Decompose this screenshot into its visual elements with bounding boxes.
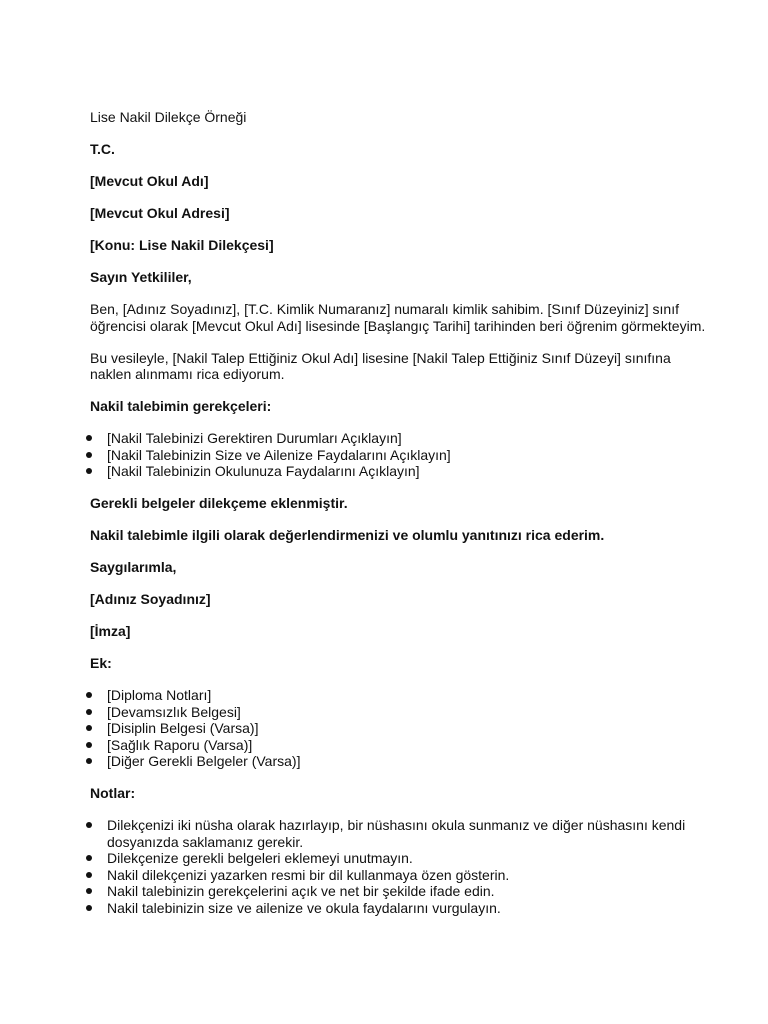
reasons-heading: Nakil talebimin gerekçeleri: [90, 398, 272, 414]
request-paragraph: Bu vesileyle, [Nakil Talep Ettiğiniz Okul Adı] lisesine [Nakil Talep Ettiğiniz Sınıf Düzeyi] sınıfına naklen alınmamı rica ediyorum. [90, 349, 671, 382]
note-item: Dilekçenize gerekli belgeleri eklemeyi unutmayın. [90, 850, 710, 867]
signature-placeholder: [İmza] [90, 623, 131, 639]
attachment-item: [Sağlık Raporu (Varsa)] [90, 737, 710, 754]
document-title: Lise Nakil Dilekçe Örneği [90, 109, 247, 125]
intro-paragraph: Ben, [Adınız Soyadınız], [T.C. Kimlik Numaranız] numaralı kimlik sahibim. [Sınıf Düzeyiniz] sınıf öğrencisi olarak [Mevcut Okul Adı] lisesinde [Başlangıç Tarihi] tarihinden beri öğrenim görmekteyim. [90, 301, 706, 334]
attachment-item: [Disiplin Belgesi (Varsa)] [90, 720, 710, 737]
notes-list [90, 817, 710, 916]
regards: Saygılarımla, [90, 559, 177, 575]
subject-line: [Konu: Lise Nakil Dilekçesi] [90, 237, 274, 253]
reason-item: [Nakil Talebinizin Okulunuza Faydalarını Açıklayın] [90, 463, 710, 480]
school-name: [Mevcut Okul Adı] [90, 173, 209, 189]
header-tc: T.C. [90, 141, 115, 157]
document-page [90, 109, 710, 932]
documents-attached-statement: Gerekli belgeler dilekçeme eklenmiştir. [90, 495, 348, 511]
attachment-item: [Diploma Notları] [90, 687, 710, 704]
name-placeholder: [Adınız Soyadınız] [90, 591, 211, 607]
note-item: Nakil talebinizin size ve ailenize ve okula faydalarını vurgulayın. [90, 900, 710, 917]
attachments-heading: Ek: [90, 655, 112, 671]
note-item: Nakil talebinizin gerekçelerini açık ve net bir şekilde ifade edin. [90, 883, 710, 900]
request-closing: Nakil talebimle ilgili olarak değerlendirmenizi ve olumlu yanıtınızı rica ederim. [90, 527, 605, 543]
note-item: Nakil dilekçenizi yazarken resmi bir dil kullanmaya özen gösterin. [90, 867, 710, 884]
salutation: Sayın Yetkililer, [90, 269, 192, 285]
reason-item: [Nakil Talebinizin Size ve Ailenize Faydalarını Açıklayın] [90, 447, 710, 464]
school-address: [Mevcut Okul Adresi] [90, 205, 230, 221]
notes-heading: Notlar: [90, 785, 136, 801]
attachments-list [90, 687, 710, 770]
reasons-list [90, 430, 710, 480]
reason-item: [Nakil Talebinizi Gerektiren Durumları Açıklayın] [90, 430, 710, 447]
note-item: Dilekçenizi iki nüsha olarak hazırlayıp, bir nüshasını okula sunmanız ve diğer nüshasını kendi dosyanızda saklamanız gerekir. [90, 817, 710, 850]
attachment-item: [Diğer Gerekli Belgeler (Varsa)] [90, 753, 710, 770]
attachment-item: [Devamsızlık Belgesi] [90, 704, 710, 721]
